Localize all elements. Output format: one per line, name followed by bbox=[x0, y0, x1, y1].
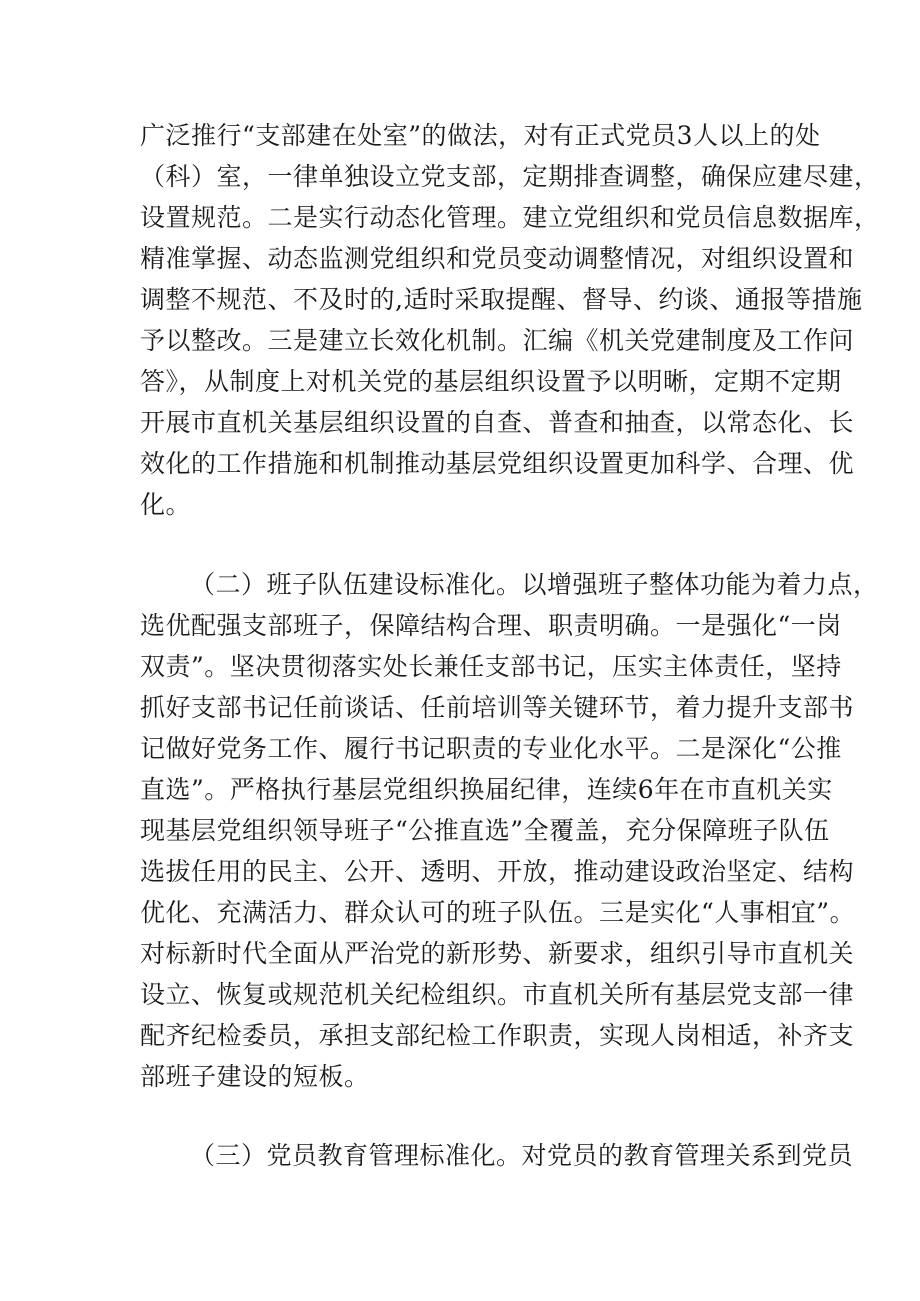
paragraph-line: 直选”。严格执行基层党组织换届纪律，连续6年在市直机关实 bbox=[140, 775, 833, 804]
paragraph-line: 予以整改。三是建立长效化机制。汇编《机关党建制度及工作问 bbox=[140, 326, 855, 355]
paragraph-line: （二）班子队伍建设标准化。以增强班子整体功能为着力点， bbox=[190, 570, 879, 599]
paragraph-line: 设立、恢复或规范机关纪检组织。市直机关所有基层党支部一律 bbox=[140, 980, 855, 1009]
paragraph-line: 选拔任用的民主、公开、透明、开放，推动建设政治坚定、结构 bbox=[140, 857, 855, 886]
paragraph-line: 调整不规范、不及时的,适时采取提醒、督导、约谈、通报等措施 bbox=[140, 285, 863, 314]
paragraph-line: 现基层党组织领导班子“公推直选”全覆盖，充分保障班子队伍 bbox=[140, 816, 830, 845]
paragraph-line: 对标新时代全面从严治党的新形势、新要求，组织引导市直机关 bbox=[140, 939, 855, 968]
paragraph-line: （三）党员教育管理标准化。对党员的教育管理关系到党员 bbox=[190, 1141, 854, 1170]
paragraph-line: 精准掌握、动态监测党组织和党员变动调整情况，对组织设置和 bbox=[140, 244, 855, 273]
paragraph-2 bbox=[140, 564, 879, 1097]
paragraph-line: 选优配强支部班子，保障结构合理、职责明确。一是强化“一岗 bbox=[140, 611, 842, 640]
paragraph-line: 抓好支部书记任前谈话、任前培训等关键环节，着力提升支部书 bbox=[140, 693, 855, 722]
paragraph-line: 优化、充满活力、群众认可的班子队伍。三是实化“人事相宜”。 bbox=[140, 898, 856, 927]
paragraph-line: 广泛推行“支部建在处室”的做法，对有正式党员3人以上的处 bbox=[140, 121, 821, 150]
paragraph-3 bbox=[140, 1135, 854, 1176]
paragraph-line: 开展市直机关基层组织设置的自查、普查和抽查，以常态化、长 bbox=[140, 408, 855, 437]
paragraph-line: 设置规范。二是实行动态化管理。建立党组织和党员信息数据库， bbox=[140, 203, 880, 232]
paragraph-line: 部班子建设的短板。 bbox=[140, 1062, 370, 1091]
paragraph-line: 化。 bbox=[140, 490, 192, 519]
paragraph-line: 配齐纪检委员，承担支部纪检工作职责，实现人岗相适，补齐支 bbox=[140, 1021, 855, 1050]
paragraph-line: （科）室，一律单独设立党支部，定期排查调整，确保应建尽建， bbox=[140, 162, 880, 191]
paragraph-line: 效化的工作措施和机制推动基层党组织设置更加科学、合理、优 bbox=[140, 449, 855, 478]
paragraph-line: 答》，从制度上对机关党的基层组织设置予以明晰，定期不定期 bbox=[140, 367, 842, 396]
paragraph-line: 记做好党务工作、履行书记职责的专业化水平。二是深化“公推 bbox=[140, 734, 842, 763]
paragraph-line: 双责”。坚决贯彻落实处长兼任支部书记，压实主体责任，坚持 bbox=[140, 652, 842, 681]
paragraph-1 bbox=[140, 115, 880, 525]
